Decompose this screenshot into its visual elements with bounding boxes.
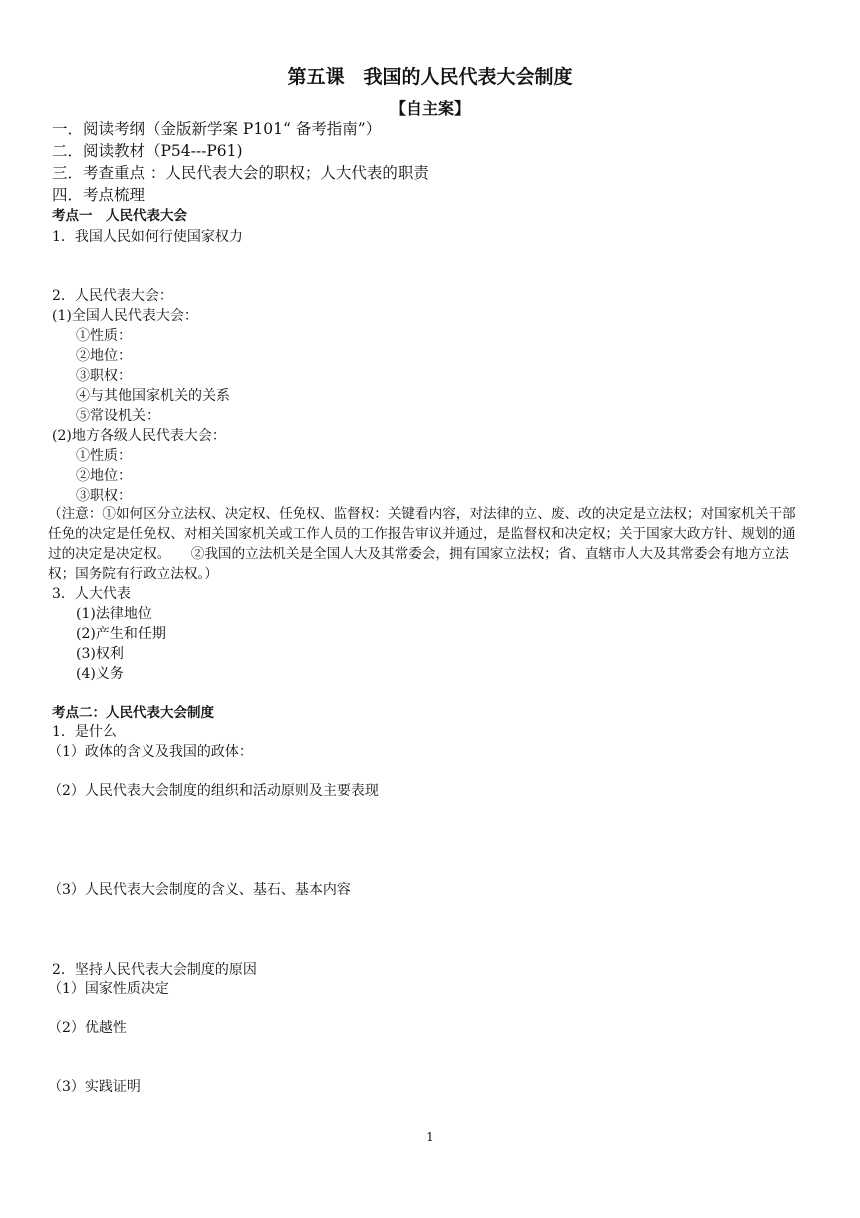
s2-sub2: （2）人民代表大会制度的组织和活动原则及主要表现 [48, 783, 379, 799]
section1-heading: 考点一 人民代表大会 [52, 208, 187, 224]
page-subtitle: 【自主案】 [389, 99, 470, 118]
s1-deputy-duties: (4)义务 [76, 666, 124, 682]
s1-local-status: ②地位： [76, 468, 132, 484]
s1-item2: 2．人民代表大会： [52, 288, 173, 304]
s1-deputy-term: (2)产生和任期 [76, 626, 166, 642]
s1-national-status: ②地位： [76, 348, 132, 364]
s2-sub4: （1）国家性质决定 [48, 981, 169, 997]
page-title: 第五课 我国的人民代表大会制度 [287, 66, 573, 88]
s2-sub3: （3）人民代表大会制度的含义、基石、基本内容 [48, 882, 351, 898]
s1-national: (1)全国人民代表大会： [52, 308, 198, 324]
s1-local-powers: ③职权： [76, 488, 132, 504]
page-number: 1 [426, 1130, 434, 1144]
s1-note: （注意：①如何区分立法权、决定权、任免权、监督权：关键看内容，对法律的立、废、改的决定是立法权；对国家机关干部任免的决定是任免权、对相关国家机关或工作人员的工作报告审议并通过，是监督权和决定权；关于国家大政方针、规划的通过的决定是决定权。 ②我国的立法机关是全国人大及其常委会，拥有国家立法权；省、直辖市人大及其常委会有地方立法权；国务院有行政立法权。） [48, 506, 796, 582]
line-read-outline: 一．阅读考纲（金版新学案 P101“ 备考指南”） [52, 120, 382, 138]
s1-deputy-rights: (3)权利 [76, 646, 124, 662]
section2-heading: 考点二：人民代表大会制度 [52, 705, 214, 721]
s1-deputy-status: (1)法律地位 [76, 606, 152, 622]
s2-sub6: （3）实践证明 [48, 1079, 141, 1095]
s1-national-relations: ④与其他国家机关的关系 [76, 388, 230, 404]
s1-item1: 1．我国人民如何行使国家权力 [52, 229, 243, 245]
s2-item2: 2．坚持人民代表大会制度的原因 [52, 962, 257, 978]
s1-local-nature: ①性质： [76, 448, 132, 464]
s1-item3: 3．人大代表 [52, 586, 131, 602]
s1-local: (2)地方各级人民代表大会： [52, 428, 226, 444]
s2-sub5: （2）优越性 [48, 1020, 127, 1036]
s2-item1: 1．是什么 [52, 724, 117, 740]
line-read-textbook: 二．阅读教材（P54---P61) [52, 142, 243, 160]
s2-sub1: （1）政体的含义及我国的政体： [48, 744, 253, 760]
line-outline: 四．考点梳理 [52, 186, 146, 204]
s1-national-standing: ⑤常设机关： [76, 408, 160, 424]
s1-national-powers: ③职权： [76, 368, 132, 384]
line-key-points: 三．考查重点 ：人民代表大会的职权；人大代表的职责 [52, 164, 429, 182]
s1-national-nature: ①性质： [76, 328, 132, 344]
